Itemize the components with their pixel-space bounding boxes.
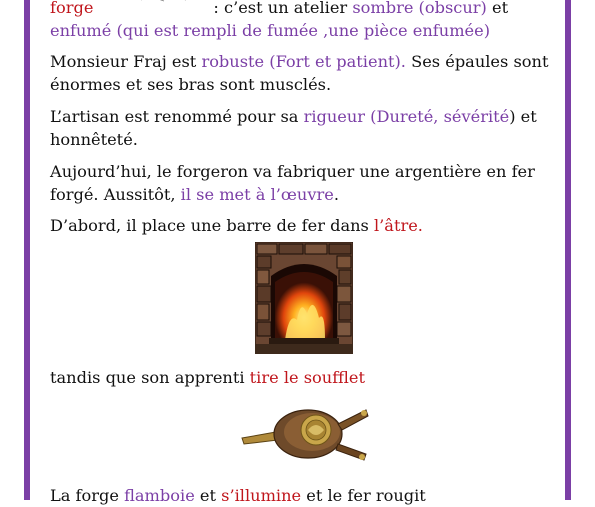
paragraph-apprenti bbox=[50, 366, 365, 389]
term-enfume: enfumé (qui est rempli de fumée ,une pièce enfumée) bbox=[50, 21, 491, 40]
paragraph-fraj-line1 bbox=[50, 50, 548, 73]
text-period: . bbox=[333, 185, 339, 204]
fireplace-image bbox=[255, 242, 353, 354]
paragraph-atre bbox=[50, 214, 423, 237]
paragraph-artisan-line1 bbox=[50, 105, 537, 128]
paragraph-flamboie bbox=[50, 484, 426, 507]
text-dabord: D’abord, il place une barre de fer dans bbox=[50, 216, 374, 235]
paragraph-forge-line1 bbox=[50, 0, 508, 19]
term-soufflet: tire le soufflet bbox=[249, 368, 365, 387]
word-forge: forge bbox=[50, 0, 94, 17]
text-fer-rougit: et le fer rougit bbox=[301, 486, 426, 505]
term-sombre: sombre (obscur) bbox=[352, 0, 487, 17]
text-apprenti: tandis que son apprenti bbox=[50, 368, 250, 387]
text-et: et bbox=[486, 0, 509, 17]
text-epaules: Ses épaules sont bbox=[405, 52, 549, 71]
text-forge-aussitot: forgé. Aussitôt, bbox=[50, 185, 181, 204]
term-sillumine: s’illumine bbox=[221, 486, 302, 505]
paragraph-fraj-line2: énormes et ses bras sont musclés. bbox=[50, 75, 332, 94]
term-robuste: robuste (Fort et patient). bbox=[201, 52, 406, 71]
term-rigueur: rigueur (Dureté, sévérité bbox=[303, 107, 510, 126]
paragraph-forgeron-line2 bbox=[50, 183, 339, 206]
text-la-forge: La forge bbox=[50, 486, 125, 505]
text-fraj: Monsieur Fraj est bbox=[50, 52, 202, 71]
left-border bbox=[24, 0, 30, 500]
text-atelier: : c’est un atelier bbox=[213, 0, 353, 17]
text-et3: et bbox=[194, 486, 222, 505]
document-page bbox=[50, 0, 570, 505]
text-artisan: L’artisan est renommé pour sa bbox=[50, 107, 304, 126]
term-atre: l’âtre. bbox=[373, 216, 423, 235]
paragraph-forgeron-line1: Aujourd’hui, le forgeron va fabriquer une argentière en fer bbox=[50, 162, 535, 181]
paragraph-artisan-line2: honnêteté. bbox=[50, 130, 138, 149]
text-et2: ) et bbox=[509, 107, 537, 126]
bellows-image bbox=[238, 392, 370, 474]
term-flamboie: flamboie bbox=[124, 486, 195, 505]
term-oeuvre: il se met à l’œuvre bbox=[180, 185, 334, 204]
